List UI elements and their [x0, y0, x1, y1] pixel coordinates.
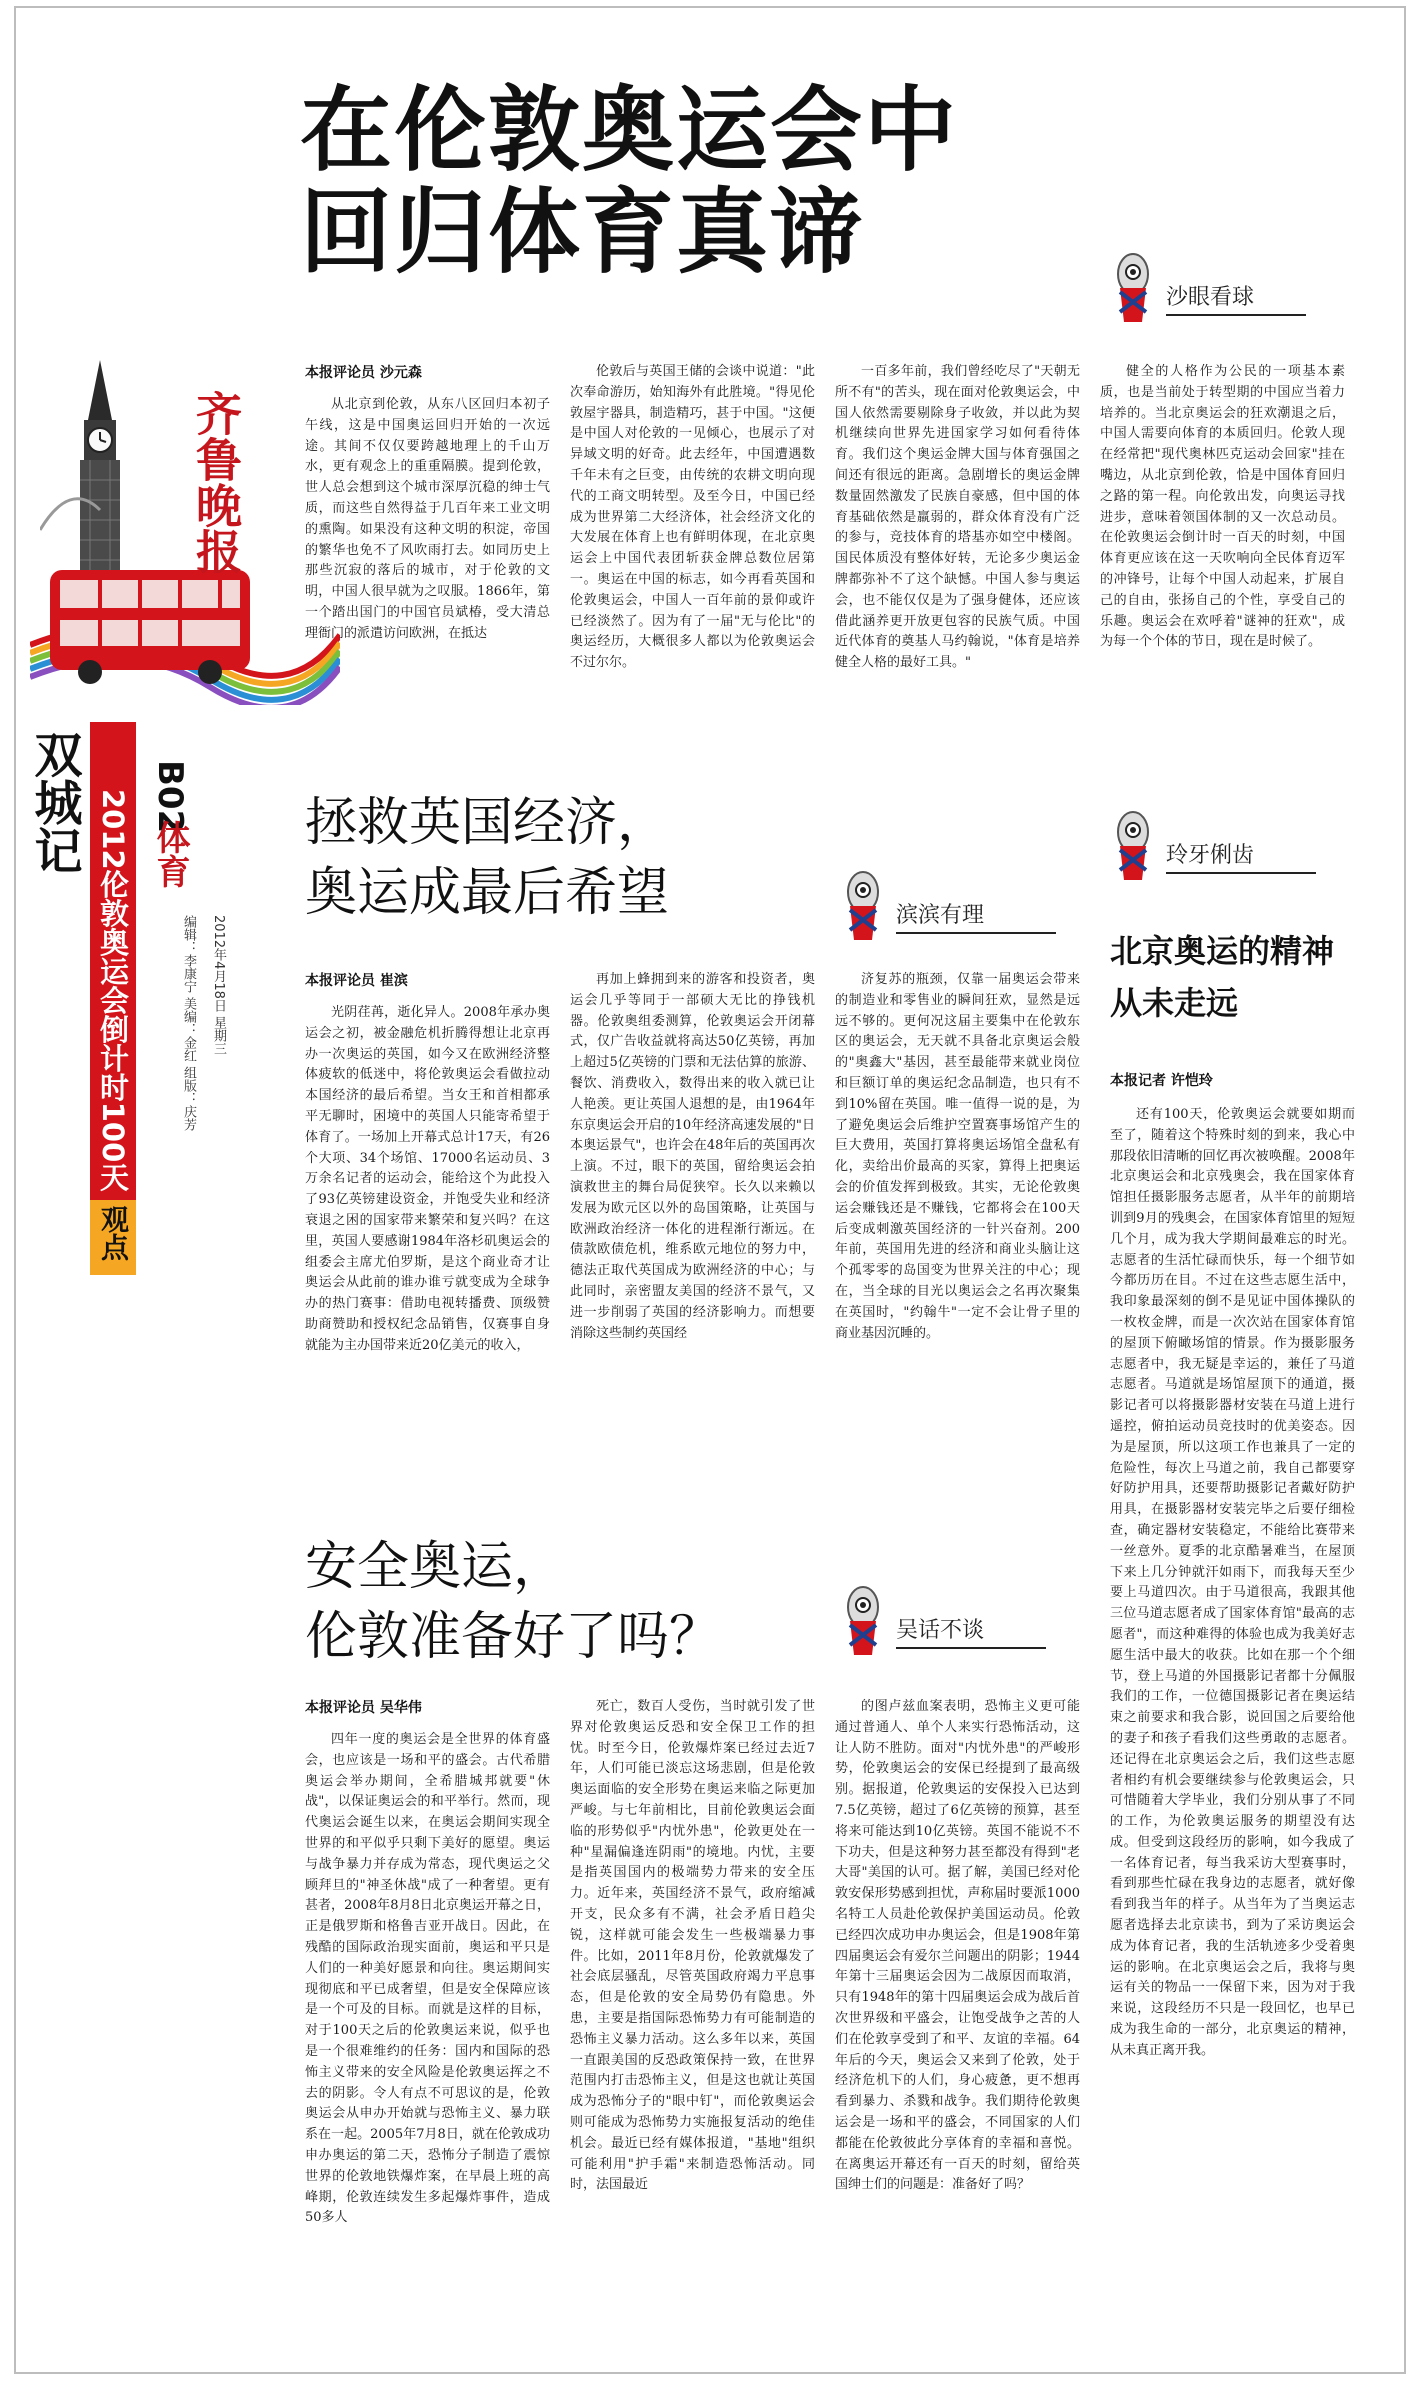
series-title: 双城记: [26, 730, 82, 874]
article1-col2-text: 伦敦后与英国王储的会谈中说道："此次奉命游历，始知海外有此胜境。"得见伦敦屋宇器具，制造精巧，甚于中国。"这便是中国人对伦敦的一见倾心，也展示了对异域文明的好奇。此去经年，中国遭遇数千年未有之巨变，由传统的农耕文明向现代的工商文明转型。及至今日，中国已经成为世界第二大经济体，社会经济文化的大发展在体育上也有鲜明体现，在北京奥运会上中国代表团斩获金牌总数位居第一。奥运在中国的标志，如今再看英国和伦敦奥运会，中国人一百年前的景仰或许已经淡然了。因为有了一届"无与伦比"的奥运经历，大概很多人都以为伦敦奥运会不过尔尔。: [570, 364, 815, 671]
article1-column-tag-text: 沙眼看球: [1166, 285, 1255, 310]
article2-headline: [305, 788, 669, 928]
article1-col3-text: 一百多年前，我们曾经吃尽了"天朝无所不有"的苦头，现在面对伦敦奥运会，中国人依然需要剔除身子收敛，并以此为契机继续向世界先进国家学习如何看待体育。我们这个奥运金牌大国与体育强国之间还有很远的距离。急剧增长的奥运金牌数量固然激发了民族自豪感，但中国的体育基础依然是羸弱的，群众体育没有广泛的参与，竞技体育的塔基亦如空中楼阁。国民体质没有整体好转，无论多少奥运金牌都弥补不了这个缺憾。中国人参与奥运会，也不能仅仅是为了强身健体，还应该借此涵养更开放更包容的民族气质。中国近代体育的奠基人马约翰说，"体育是培养健全人格的最好工具。": [835, 364, 1080, 671]
article2-col1-text: 光阴荏苒，逝化异人。2008年承办奥运会之初，被金融危机折腾得想让北京再办一次奥运的英国，如今又在欧洲经济整体疲软的低迷中，将伦敦奥运会看做拉动本国经济的最后希望。当女王和首相都承平无聊时，困境中的英国人只能寄希望于体育了。一场加上开幕式总计17天，有26个大项、34个场馆、17000名运动员、3万余名记者的运动会，能给这个为此投入了93亿英镑建设资金，并饱受失业和经济衰退之困的国家带来繁荣和复兴吗？在这里，英国人要感谢1984年洛杉矶奥运会的组委会主席尤伯罗斯，是这个商业奇才让奥运会从此前的谁办谁亏就变成为全球争办的热门赛事：借助电视转播费、顶级赞助商赞助和授权纪念品销售，仅赛事自身就能为主办国带来近20亿美元的收入，: [305, 1005, 550, 1353]
article4-headline-line2: 伦敦准备好了吗？: [305, 1607, 722, 1667]
paper-logo: 齐鲁晚报: [189, 390, 243, 574]
double-decker-bus-illustration: [40, 540, 290, 690]
article2-col2: [570, 970, 815, 1413]
article3-headline-line2: 从未走远: [1110, 984, 1239, 1022]
tag-underline: [1166, 872, 1316, 874]
article4-headline-line1: 安全奥运，: [305, 1537, 566, 1597]
article2-col1: [305, 1003, 550, 1413]
article2-headline-line2: 奥运成最后希望: [305, 863, 670, 923]
mascot-icon: [1110, 252, 1156, 326]
mascot-icon: [840, 870, 886, 944]
article1-headline-line1: 在伦敦奥运会中: [300, 77, 959, 184]
article2-col3-text: 济复苏的瓶颈，仅靠一届奥运会带来的制造业和零售业的瞬间狂欢，显然是远远不够的。更何况这届主要集中在伦敦东区的奥运会，无天就不具备北京奥运会般的"奥鑫大"基因，甚至最能带来就业岗位和巨额订单的奥运纪念品制造，也只有不到10%留在英国。唯一值得一说的是，为了避免奥运会后维护空置赛事场馆产生的巨大费用，英国打算将奥运场馆全盘私有化，卖给出价最高的买家，算得上把奥运会的价值发挥到极致。其实，无论伦敦奥运会赚钱还是不赚钱，它都将会在100天后变成刺激英国经济的一针兴奋剂。200年前，英国用先进的经济和商业头脑让这个孤零零的岛国变为世界关注的中心；现在，当全球的目光以奥运会之名再次聚集在英国时，"约翰牛"一定不会让骨子里的商业基因沉睡的。: [835, 972, 1080, 1341]
article3-headline-line1: 北京奥运的精神: [1110, 932, 1335, 970]
article1-column-tag: [1110, 262, 1310, 322]
tag-underline: [896, 932, 1056, 934]
article4-col3-text: 的图卢兹血案表明，恐怖主义更可能通过普通人、单个人来实行恐怖活动，这让人防不胜防。面对"内忧外患"的严峻形势，伦敦奥运会的安保已经提到了最高级别。据报道，伦敦奥运的安保投入已达到7.5亿英镑，超过了6亿英镑的预算，甚至将来可能达到10亿英镑。英国不能说不不下功夫，但是这种努力甚至都没有得到"老大哥"美国的认可。据了解，美国已经对伦敦安保形势感到担忧，声称届时要派1000名特工人员赴伦敦保护美国运动员。伦敦已经四次成功申办奥运会，但是1908年第四届奥运会有爱尔兰问题出的阴影；1944年第十三届奥运会因为二战原因而取消，只有1948年的第十四届奥运会成为战后首次世界级和平盛会，让饱受战争之苦的人们在伦敦享受到了和平、友谊的幸福。64年后的今天，奥运会又来到了伦敦，处于经济危机下的人们，身心疲惫，更不想再看到暴力、杀戮和战争。我们期待伦敦奥运会是一场和平的盛会，不同国家的人们都能在伦敦彼此分享体育的幸福和喜悦。在离奥运开幕还有一百天的时刻，留给英国绅士们的问题是：准备好了吗？: [835, 1699, 1080, 2193]
article2-col3: [835, 970, 1080, 1413]
editors-line: 编辑：李康宁 美编：金红 组版：庆芳: [181, 915, 196, 1132]
countdown-text: 2012伦敦奥运会倒计时100天: [96, 788, 130, 1192]
viewpoint-label: 观点: [97, 1205, 130, 1261]
article1-col1-text: 从北京到伦敦，从东八区回归本初子午线，这是中国奥运回归开始的一次远途。其间不仅仅要跨越地理上的千山万水，更有观念上的重重隔膜。提到伦敦，世人总会想到这个城市深厚沉稳的绅士气质，而这些自然得益于几百年来工业文明的熏陶。如果没有这种文明的积淀，帝国的繁华也免不了风吹雨打去。如同历史上那些沉寂的落后的城市，对于伦敦的文明，中国人很早就为之叹服。1866年，第一个踏出国门的中国官员斌椿，受大清总理衙门的派遣访问欧洲，在抵达: [305, 397, 550, 641]
article1-col2: [570, 362, 815, 735]
article3-col1: [1110, 1105, 1355, 2355]
article2-headline-line1: 拯救英国经济，: [305, 793, 670, 853]
article4-col1-text: 四年一度的奥运会是全世界的体育盛会，也应该是一场和平的盛会。古代希腊奥运会举办期间，全希腊城邦就要"休战"，以保证奥运会的和平举行。然而，现代奥运会诞生以来，在奥运会期间实现全世界的和平似乎只剩下美好的愿望。奥运与战争暴力并存成为常态，现代奥运之父顾拜旦的"神圣休战"成了一种奢望。更有甚者，2008年8月8日北京奥运开幕之日，正是俄罗斯和格鲁吉亚开战日。因此，在残酷的国际政治现实面前，奥运和平只是人们的一种美好愿景和向往。奥运期间实现彻底和平已成奢望，但是安全保障应该是一个可及的目标。而就是这样的目标，对于100天之后的伦敦奥运来说，似乎也是一个很难维约的任务：国内和国际的恐怖主义带来的安全风险是伦敦奥运挥之不去的阴影。令人有点不可思议的是，伦敦奥运会从申办开始就与恐怖主义、暴力联系在一起。2005年7月8日，就在伦敦成功申办奥运的第二天，恐怖分子制造了震惊世界的伦敦地铁爆炸案，在早晨上班的高峰期，伦敦连续发生多起爆炸事件，造成50多人: [305, 1732, 550, 2226]
article4-byline: 本报评论员 吴华伟: [305, 1700, 422, 1716]
date-line: 2012年4月18日 星期三: [211, 915, 226, 1056]
page-section: 体育: [150, 820, 190, 888]
article4-col2-text: 死亡，数百人受伤，当时就引发了世界对伦敦奥运反恐和安全保卫工作的担忧。时至今日，伦敦爆炸案已经过去近7年，人们可能已淡忘这场悲剧，但是伦敦奥运面临的安全形势在奥运来临之际更加严峻。与七年前相比，目前伦敦奥运会面临的形势似乎"内忧外患"，伦敦更处在一种"星漏偏逢连阴雨"的境地。内忧，主要是指英国国内的极端势力带来的安全压力。近年来，英国经济不景气，政府缩减开支，民众多有不满，社会矛盾日趋尖锐，这样就可能会发生一些极端暴力事件。比如，2011年8月份，伦敦就爆发了社会底层骚乱，尽管英国政府竭力平息事态，但是伦敦的安全局势仍有隐患。外患，主要是指国际恐怖势力有可能制造的恐怖主义暴力活动。这么多年以来，英国一直跟美国的反恐政策保持一致，在世界范围内打击恐怖主义，但是这也就让英国成为恐怖分子的"眼中钉"，而伦敦奥运会则可能成为恐怖势力实施报复活动的绝佳机会。最近已经有媒体报道，"基地"组织可能利用"护手霜"来制造恐怖活动。同时，法国最近: [570, 1699, 815, 2193]
article2-byline: 本报评论员 崔滨: [305, 973, 408, 989]
article1-col1: [305, 395, 550, 735]
tag-underline: [896, 1647, 1046, 1649]
article2-column-tag: [840, 880, 1060, 940]
page-number: B02: [150, 760, 190, 834]
article1-byline: 本报评论员 沙元森: [305, 365, 422, 381]
article3-column-tag-text: 玲牙俐齿: [1166, 843, 1255, 868]
article3-column-tag: [1110, 820, 1330, 880]
article4-column-tag: [840, 1595, 1060, 1655]
article3-col1-text: 还有100天，伦敦奥运会就要如期而至了，随着这个特殊时刻的到来，我心中那段依旧清晰的回忆再次被唤醒。2008年北京奥运会和北京残奥会，我在国家体育馆担任摄影服务志愿者，从半年的前期培训到9月的残奥会，在国家体育馆里的短短几个月，成为我大学期间最难忘的时光。志愿者的生活忙碌而快乐，每一个细节如今都历历在目。不过在这些志愿生活中，我印象最深刻的倒不是见证中国体操队的一枚枚金牌，而是一次次站在国家体育馆的屋顶下俯瞰场馆的情景。作为摄影服务志愿者中，我无疑是幸运的，兼任了马道志愿者。马道就是场馆屋顶下的通道，摄影记者可以将摄影器材安装在马道上进行遥控，俯拍运动员竞技时的优美姿态。因为是屋顶，所以这项工作也兼具了一定的危险性，每次上马道之前，我自己都要穿好防护用具，还要帮助摄影记者戴好防护用具，在摄影器材安装完毕之后要仔细检查，确定器材安装稳定，不能给比赛带来一丝意外。夏季的北京酷暑难当，在屋顶下来上几分钟就汗如雨下，而我每天至少要上马道四次。由于马道很高，我跟其他三位马道志愿者成了国家体育馆"最高的志愿者"，而这种难得的体验也成为我美好志愿生活中最大的收获。比如在那一个个细节，登上马道的外国摄影记者都十分佩服我们的工作，一位德国摄影记者在奥运结束之前要求和我合影，说回国之后要给他的妻子和孩子看我们这些勇敢的志愿者。还记得在北京奥运会之后，我们这些志愿者相约有机会要继续参与伦敦奥运会，只可惜随着大学毕业，我们分别从事了不同的工作，为伦敦奥运服务的期望没有达成。但受到这段经历的影响，如今我成了一名体育记者，每当我采访大型赛事时，看到那些忙碌在我身边的志愿者，就好像看到我当年的样子。从当年为了当奥运志愿者选择去北京读书，到为了采访奥运会成为体育记者，我的生活轨迹多少受着奥运的影响。在北京奥运会之后，我将与奥运有关的物品一一保留下来，因为对于我来说，这段经历不只是一段回忆，也早已成为我生命的一部分，北京奥运的精神，从未真正离开我。: [1110, 1107, 1355, 2058]
article2-column-tag-text: 滨滨有理: [896, 903, 985, 928]
article1-headline: [300, 77, 959, 286]
article3-headline: [1110, 925, 1334, 1029]
article4-headline: [305, 1532, 721, 1672]
article1-col3: [835, 362, 1080, 735]
mascot-icon: [840, 1585, 886, 1659]
article3-byline: 本报记者 许恺玲: [1110, 1073, 1213, 1089]
tag-underline: [1166, 314, 1306, 316]
article1-col4-text: 健全的人格作为公民的一项基本素质，也是当前处于转型期的中国应当着力培养的。当北京奥运会的狂欢潮退之后，中国人需要向体育的本质回归。伦敦人现在经常把"现代奥林匹克运动会回家"挂在嘴边，从北京到伦敦，恰是中国体育回归之路的第一程。向伦敦出发，向奥运寻找进步，意味着领国体制的又一次总动员。在伦敦奥运会倒计时一百天的时刻，中国体育更应该在这一天吹响向全民体育迈军的冲锋号，让每个中国人动起来，扩展自己的自由，张扬自己的个性，享受自己的乐趣。奥运会在欢呼着"谜神的狂欢"，成为每一个个体的节日，现在是时候了。: [1100, 364, 1345, 650]
article2-col2-text: 再加上蜂拥到来的游客和投资者，奥运会几乎等同于一部硕大无比的挣钱机器。伦敦奥组委测算，伦敦奥运会开闭幕式，仅广告收益就将高达50亿英镑，再加上超过5亿英镑的门票和无法估算的旅游、餐饮、消费收入，数得出来的收入就已让人艳羡。更让英国人退想的是，由1964年东京奥运会开启的10年经济高速发展的"日本奥运景气"，也许会在48年后的英国再次上演。不过，眼下的英国，留给奥运会拍演救世主的舞台局促狭窄。长久以来赖以发展为欧元区以外的岛国策略，让英国与欧洲政治经济一体化的进程渐行渐远。在债款欧债危机，维系欧元地位的努力中，德法正取代英国成为欧洲经济的中心；与此同时，亲密盟友美国的经济不景气，又进一步削弱了英国的经济影响力。而想要消除这些制约英国经: [570, 972, 815, 1341]
article4-col3: [835, 1697, 1080, 2355]
article4-column-tag-text: 吴话不谈: [896, 1618, 985, 1643]
mascot-icon: [1110, 810, 1156, 884]
article1-headline-line2: 回归体育真谛: [300, 179, 865, 286]
article4-col1: [305, 1730, 550, 2355]
article4-col2: [570, 1697, 815, 2355]
article1-col4: [1100, 362, 1345, 735]
